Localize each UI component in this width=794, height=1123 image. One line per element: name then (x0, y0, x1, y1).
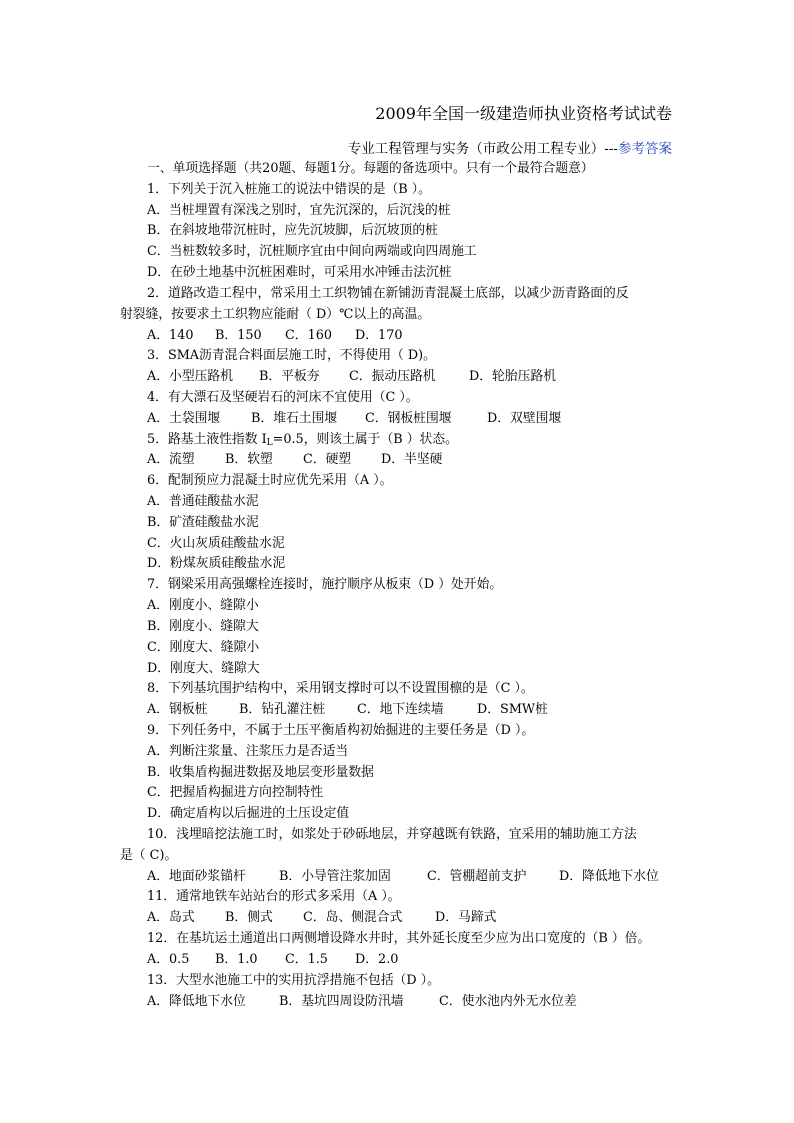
question-2-options (120, 326, 680, 347)
question-9-option-d: D．确定盾构以后掘进的土压设定值 (147, 806, 350, 822)
question-4-stem: 4．有大漂石及坚硬岩石的河床不宜使用（C ）。 (147, 389, 419, 405)
answer-key-link[interactable]: 参考答案 (618, 141, 672, 157)
option: A．0.5 (147, 951, 190, 967)
option: C．160 (285, 327, 333, 343)
question-9-option-c: C．把握盾构掘进方向控制特性 (147, 785, 324, 801)
option: B．1.0 (215, 951, 258, 967)
option: D．2.0 (355, 951, 399, 967)
question-8-stem: 8．下列基坑围护结构中，采用钢支撑时可以不设置围檩的是（C ）。 (147, 681, 534, 697)
stem-text: 5．路基土液性指数 I (147, 431, 267, 447)
question-7-option-c: C．刚度大、缝隙小 (147, 639, 260, 655)
subtitle-text: 专业工程管理与实务（市政公用工程专业）--- (347, 141, 618, 157)
option: B．钻孔灌注桩 (239, 702, 326, 718)
question-7-option-b: B．刚度小、缝隙大 (147, 618, 259, 634)
option: C．钢板桩围堰 (365, 410, 452, 426)
question-13-options (120, 992, 680, 1013)
option: B．侧式 (225, 910, 273, 926)
section-heading: 一、单项选择题（共20题、每题1分。每题的备选项中。只有一个最符合题意） (147, 161, 594, 176)
option: B．小导管注浆加固 (279, 868, 391, 884)
option: D．170 (355, 327, 403, 343)
option: D．半坚硬 (381, 452, 443, 468)
question-1-option-c: C．当桩数较多时，沉桩顺序宜由中间向两端或向四周施工 (147, 244, 477, 260)
option: B．平板夯 (259, 369, 320, 385)
question-3-stem: 3．SMA沥青混合料面层施工时，不得使用（ D)。 (147, 348, 436, 364)
question-7-option-a: A．刚度小、缝隙小 (147, 598, 259, 614)
option: C．地下连续墙 (357, 702, 444, 718)
option: C．1.5 (285, 951, 328, 967)
option: A．地面砂浆锚杆 (147, 868, 246, 884)
question-6-option-a: A．普通硅酸盐水泥 (147, 494, 259, 509)
option: A．140 (147, 327, 194, 343)
stem-text: =0.5，则该土属于（B ）状态。 (272, 431, 458, 447)
option: C．硬塑 (303, 452, 352, 468)
question-6-option-b: B．矿渣硅酸盐水泥 (147, 514, 259, 530)
option: B．软塑 (225, 452, 273, 468)
question-5-options (120, 450, 680, 471)
question-9-option-a: A．判断注浆量、注浆压力是否适当 (147, 743, 349, 759)
question-1-option-d: D．在砂土地基中沉桩困难时，可采用水冲锤击法沉桩 (147, 265, 452, 281)
question-9-option-b: B．收集盾构掘进数据及地层变形量数据 (147, 764, 374, 780)
option: C．使水池内外无水位差 (439, 993, 577, 1009)
option: A．钢板桩 (147, 702, 208, 718)
question-1-option-b: B．在斜坡地带沉桩时，应先沉坡脚，后沉坡顶的桩 (147, 223, 438, 239)
option: D．降低地下水位 (559, 868, 659, 884)
question-3-options (120, 367, 680, 388)
option: C．岛、侧混合式 (303, 910, 403, 926)
question-6-stem: 6．配制预应力混凝土时应优先采用（A ）。 (147, 473, 393, 489)
question-11-stem: 11．通常地铁车站站台的形式多采用（A ）。 (147, 889, 401, 905)
subscript: L (266, 437, 273, 448)
option: A．岛式 (147, 910, 195, 926)
question-10-stem-continued: 是（ C)。 (120, 847, 178, 863)
question-5-stem (120, 430, 680, 451)
question-12-stem: 12．在基坑运土通道出口两侧增设降水井时，其外延长度至少应为出口宽度的（B ）倍。 (147, 931, 651, 947)
question-10-stem: 10．浅埋暗挖法施工时，如浆处于砂砾地层，并穿越既有铁路，宜采用的辅助施工方法 (147, 827, 637, 842)
question-10-options (120, 867, 680, 888)
option: D．轮胎压路机 (469, 369, 557, 385)
option: A．小型压路机 (147, 369, 234, 385)
option: D．双壁围堰 (487, 410, 562, 426)
question-13-stem: 13．大型水池施工中的实用抗浮措施不包括（D ）。 (147, 972, 440, 988)
question-8-options (120, 700, 680, 721)
exam-subtitle (0, 140, 672, 158)
question-4-options (120, 409, 680, 430)
question-11-options (120, 908, 680, 929)
option: D．SMW桩 (477, 702, 548, 718)
question-1-stem: 1．下列关于沉入桩施工的说法中错误的是（B ）。 (147, 181, 431, 197)
question-6-option-c: C．火山灰质硅酸盐水泥 (147, 535, 285, 551)
question-9-stem: 9．下列任务中，不属于土压平衡盾构初始掘进的主要任务是（D ）。 (147, 722, 535, 738)
option: B．堆石土围堰 (251, 410, 338, 426)
question-7-stem: 7．钢梁采用高强螺栓连接时，施拧顺序从板束（D ）处开始。 (147, 577, 503, 593)
option: C．管棚超前支护 (427, 868, 527, 884)
question-2-stem-continued: 射裂缝，按要求土工织物应能耐（ D）℃以上的高温。 (120, 306, 431, 322)
option: A．土袋围堰 (147, 410, 221, 426)
option: B．150 (215, 327, 262, 343)
question-1-option-a: A．当桩埋置有深浅之别时，宜先沉深的，后沉浅的桩 (147, 202, 451, 218)
option: D．马蹄式 (435, 910, 497, 926)
exam-title: 2009年全国一级建造师执业资格考试试卷 (375, 104, 672, 123)
question-7-option-d: D．刚度大、缝隙大 (147, 660, 260, 676)
question-12-options (120, 950, 680, 971)
option: A．流塑 (147, 452, 195, 468)
option: A．降低地下水位 (147, 993, 246, 1009)
question-6-option-d: D．粉煤灰质硅酸盐水泥 (147, 556, 286, 572)
question-2-stem: 2．道路改造工程中，常采用土工织物铺在新铺沥青混凝土底部，以减少沥青路面的反 (147, 285, 629, 301)
option: B．基坑四周设防汛墙 (279, 993, 404, 1009)
option: C．振动压路机 (349, 369, 436, 385)
exam-body (120, 159, 680, 1012)
